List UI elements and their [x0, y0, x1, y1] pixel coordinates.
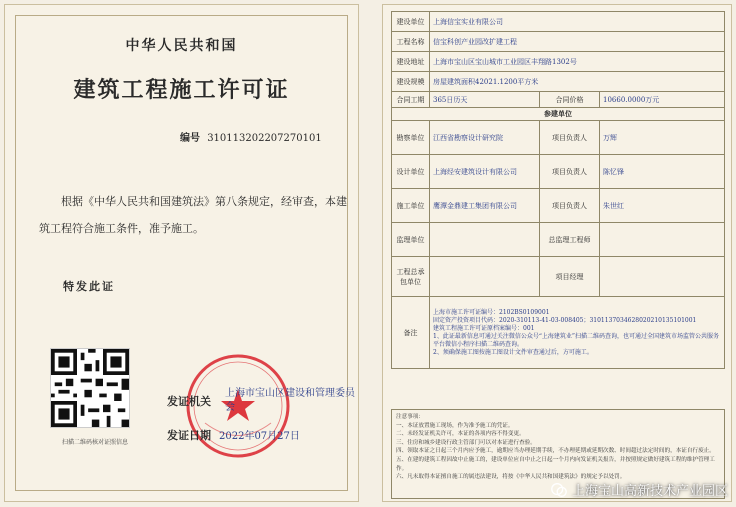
wechat-icon: [550, 481, 568, 499]
construct-head-value: 朱世红: [600, 189, 725, 223]
remark-value: [430, 297, 725, 369]
note-line: 一、本证放置施工现场，作为准予施工的凭证。: [396, 422, 514, 429]
table-row: [392, 223, 725, 257]
design-value: 上海经安建筑设计有限公司: [430, 155, 540, 189]
table-row: [392, 92, 725, 108]
special-issue-text: 特发此证: [63, 280, 115, 293]
remark-line: 上海市施工许可证编号：2102BS0109001: [433, 308, 550, 316]
remark-line: 2、须确保施工图按施工图设计文件审查通过后，方可施工。: [433, 348, 593, 356]
table-row: [392, 257, 725, 297]
address-label: 建设地址: [392, 52, 430, 72]
scale-value: 房屋建筑面积42021.1200平方米: [430, 72, 725, 92]
epc-label: 工程总承包单位: [392, 257, 430, 297]
remark-label: 备注: [392, 297, 430, 369]
builder-label: 建设单位: [392, 12, 430, 32]
survey-head-value: 万辉: [600, 121, 725, 155]
license-page: [4, 4, 359, 502]
epc-head-value: [600, 257, 725, 297]
construct-value: 鹰潭金鼎建工集团有限公司: [430, 189, 540, 223]
price-value: 10660.0000万元: [600, 92, 725, 108]
address-value: 上海市宝山区宝山城市工业园区丰翔路1302号: [430, 52, 725, 72]
notes-title: 注意事项：: [396, 414, 424, 420]
epc-value: [430, 257, 540, 297]
code-label: 编号: [180, 133, 200, 144]
note-line: 五、在建的建筑工程因故中止施工的，建设单位应自中止之日起一个月内向发证机关报告，并按照规定做好建筑工程的维护管理工作。: [396, 456, 715, 472]
note-line: 六、凡未取得本证擅自施工的属违法建设，将按《中华人民共和国建筑法》的规定予以处罚。: [396, 474, 626, 481]
table-row: [392, 12, 725, 32]
survey-head-label: 项目负责人: [540, 121, 600, 155]
table-row: [392, 72, 725, 92]
table-row: [392, 297, 725, 369]
supervise-label: 监理单位: [392, 223, 430, 257]
construct-label: 施工单位: [392, 189, 430, 223]
price-label: 合同价格: [540, 92, 600, 108]
note-line: 二、未经发证机关许可，本证的各项内容不得变更。: [396, 431, 525, 438]
watermark-text: 上海宝山高新技术产业园区: [571, 484, 728, 499]
period-label: 合同工期: [392, 92, 430, 108]
approval-text: 根据《中华人民共和国建筑法》第八条规定，经审查，本建筑工程符合施工条件，准予施工。: [39, 195, 347, 235]
note-line: 四、领取本证之日起三个月内应予施工，逾期应当办理延期手续，不办理延期或延期次数、时间超过法定时间的，本证自行废止。: [396, 448, 715, 455]
details-table: [391, 11, 725, 369]
epc-head-label: 项目经理: [540, 257, 600, 297]
qr-code[interactable]: [50, 348, 130, 428]
issuer-label: 发证机关: [167, 395, 211, 408]
table-row: [392, 121, 725, 155]
period-value: 365日历天: [430, 92, 540, 108]
note-line: 三、住房和城乡建设行政主管部门可以对本证进行查验。: [396, 439, 536, 446]
project-label: 工程名称: [392, 32, 430, 52]
table-row: [392, 155, 725, 189]
remark-line: 固定资产投资项目代码：2020-310113-41-03-008405；3101137034628020210135101001: [433, 316, 697, 324]
project-value: 信宝科创产业园改扩建工程: [430, 32, 725, 52]
issue-date-value: 2022年07月27日: [219, 431, 300, 442]
remark-line: 1、此证最新信息可通过关注微信公众号“上海建筑业”扫描二维码查询，也可通过全国建筑市场监管公共服务平台微信小程序扫描二维码查询。: [433, 332, 719, 348]
scale-label: 建设规模: [392, 72, 430, 92]
license-code-row: [180, 129, 322, 144]
participants-header: 参建单位: [392, 108, 725, 121]
supervise-head-label: 总监理工程师: [540, 223, 600, 257]
table-row: [392, 32, 725, 52]
issue-date-label: 发证日期: [167, 429, 211, 442]
watermark: [550, 480, 728, 499]
design-head-label: 项目负责人: [540, 155, 600, 189]
code-value: 310113202207270101: [207, 133, 322, 144]
issuer-value: 上海市宝山区建设和管理委员会: [225, 388, 355, 413]
table-row: [392, 52, 725, 72]
qr-caption: 扫描二维码核对证照信息: [61, 439, 128, 446]
country-title: 中华人民共和国: [125, 38, 238, 54]
survey-label: 勘察单位: [392, 121, 430, 155]
table-row: [392, 108, 725, 121]
survey-value: 江西省勘察设计研究院: [430, 121, 540, 155]
design-label: 设计单位: [392, 155, 430, 189]
license-title: 建筑工程施工许可证: [73, 77, 290, 103]
design-head-value: 陈忆锋: [600, 155, 725, 189]
table-row: [392, 189, 725, 223]
supervise-value: [430, 223, 540, 257]
construct-head-label: 项目负责人: [540, 189, 600, 223]
details-page: [382, 4, 732, 502]
remark-line: 建筑工程施工许可证原档案编号：001: [433, 324, 535, 332]
builder-value: 上海信宝实业有限公司: [430, 12, 725, 32]
supervise-head-value: [600, 223, 725, 257]
